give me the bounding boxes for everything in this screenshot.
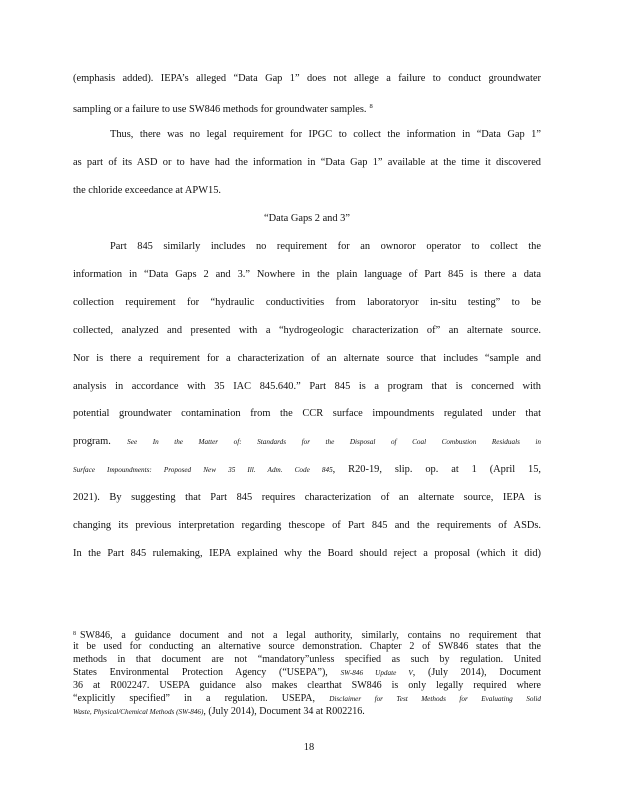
footnote-line-4-tail: , (July 2014), Document [412,667,541,678]
body-line-5: the chloride exceedance at APW15. [73,185,222,196]
page-number: 18 [303,742,315,753]
body-line-2 [73,100,541,116]
body-line-17: In the Part 845 rulemaking, IEPA explained why the Board should reject a proposal (which it did) [73,548,541,559]
body-line-1: (emphasis added). IEPA’s alleged “Data Gap 1” does not allege a failure to conduct groundwater [73,73,541,84]
body-line-6: Part 845 similarly includes no requirement for an ownoror operator to collect the [110,241,541,252]
footnote-line-5: 36 at R002247. USEPA guidance also makes clearthat SW846 is only legally required where [73,680,541,691]
footnote-line-2: it be used for conducting an alternative source demonstration. Chapter 2 of SW846 states that the [73,641,541,652]
body-line-8: collection requirement for “hydraulic conductivities from laboratoryor in-situ testing” to be [73,297,541,308]
body-line-14 [73,463,541,477]
body-line-13-text: program. [73,436,111,447]
footnote-line-4-text: States Environmental Protection Agency (“USEPA”), [73,667,328,678]
body-line-15: 2021). By suggesting that Part 845 requires characterization of an alternate source, IEPA is [73,492,541,503]
footnote-line-7 [73,706,541,719]
body-line-16: changing its previous interpretation regarding thescope of Part 845 and the requirements of ASDs. [73,520,541,531]
body-line-10: Nor is there a requirement for a characterization of an alternate source that includes “sample and [73,353,541,364]
section-heading: “Data Gaps 2 and 3” [264,213,350,224]
footnote-line-4 [73,667,541,680]
footnote-citation-italic-2: Disclaimer for Test Methods for Evaluating Solid [329,695,541,703]
body-line-3: Thus, there was no legal requirement for IPGC to collect the information in “Data Gap 1” [110,129,541,140]
body-line-7: information in “Data Gaps 2 and 3.” Nowhere in the plain language of Part 845 is there a data [73,269,541,280]
footnote-line-1-text: SW846, a guidance document and not a legal authority, similarly, contains no requirement that [80,630,541,641]
body-line-11: analysis in accordance with 35 IAC 845.640.” Part 845 is a program that is concerned with [73,381,541,392]
footnote-reference[interactable]: 8 [369,103,373,110]
body-line-14-text: , R20-19, slip. op. at 1 (April 15, [332,464,541,475]
footnote-citation-italic-3: Waste, Physical/Chemical Methods (SW-846) [73,708,204,716]
footnote-line-7-tail: , (July 2014), Document 34 at R002216. [203,706,365,717]
case-citation-italic: See In the Matter of: Standards for the Disposal of Coal Combustion Residuals in [127,438,541,446]
case-citation-italic-cont: Surface Impoundments: Proposed New 35 Ill. Adm. Code 845 [73,466,333,474]
footnote-number: 8 [73,631,76,637]
footnote-citation-italic: SW-846 Update V [340,669,413,677]
body-line-9: collected, analyzed and presented with a “hydrogeologic characterization of” an alternate source. [73,325,541,336]
footnote-line-3: methods in that document are not “mandatory”unless specified as such by regulation. United [73,654,541,665]
body-line-2-text: sampling or a failure to use SW846 methods for groundwater samples. [73,104,367,115]
footnote-line-6-text: “explicitly specified” in a regulation. USEPA, [73,693,316,704]
body-line-12: potential groundwater contamination from the CCR surface impoundments regulated under that [73,408,541,419]
body-line-4: as part of its ASD or to have had the information in “Data Gap 1” available at the time it discovered [73,157,541,168]
footnote-line-6 [73,693,541,706]
body-line-13 [73,435,541,449]
